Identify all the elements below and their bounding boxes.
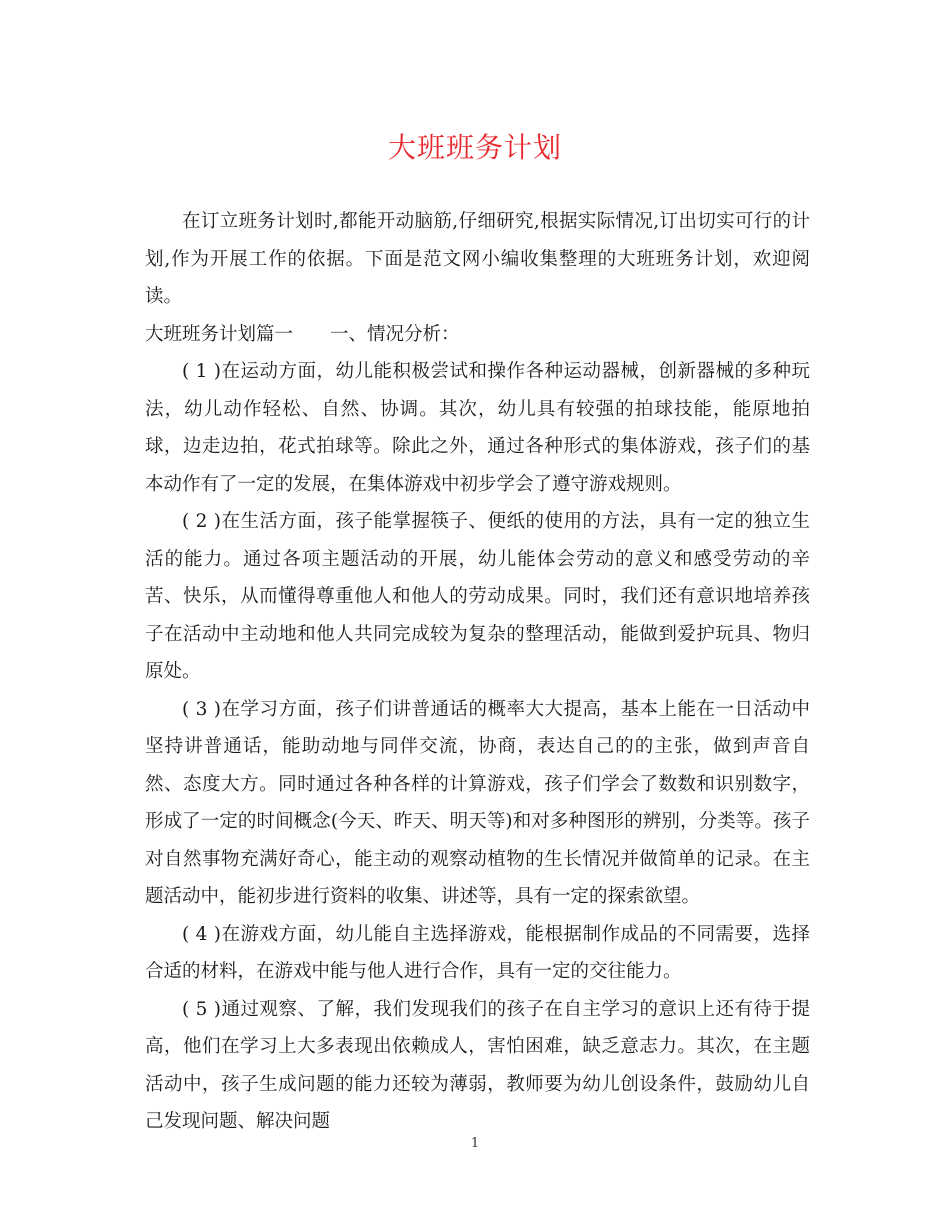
paragraph-sports: ( 1 )在运动方面，幼儿能积极尝试和操作各种运动器械，创新器械的多种玩法，幼儿动作轻松、自然、协调。其次，幼儿具有较强的拍球技能，能原地拍球，边走边拍，花式拍球等。除此之外，通过各种形式的集体游戏，孩子们的基本动作有了一定的发展，在集体游戏中初步学会了遵守游戏规则。 [145, 361, 810, 495]
paragraph-games: ( 4 )在游戏方面，幼儿能自主选择游戏，能根据制作成品的不同需要，选择合适的材料，在游戏中能与他人进行合作，具有一定的交往能力。 [145, 923, 810, 982]
intro-paragraph: 在订立班务计划时,都能开动脑筋,仔细研究,根据实际情况,订出切实可行的计划,作为开展工作的依据。下面是范文网小编收集整理的大班班务计划，欢迎阅读。 [145, 211, 810, 307]
section-heading: 大班班务计划篇一 一、情况分析： [145, 323, 460, 345]
page-number: 1 [470, 1136, 480, 1151]
paragraph-learning: ( 3 )在学习方面，孩子们讲普通话的概率大大提高，基本上能在一日活动中坚持讲普通话，能助动地与同伴交流，协商，表达自己的的主张，做到声音自然、态度大方。同时通过各种各样的计算游戏，孩子们学会了数数和识别数字，形成了一定的时间概念(今天、昨天、明天等)和对多种图形的辨别，分类等。孩子对自然事物充满好奇心，能主动的观察动植物的生长情况并做简单的记录。在主题活动中，能初步进行资料的收集、讲述等，具有一定的探索欲望。 [145, 698, 810, 907]
document-title: 大班班务计划 [387, 131, 562, 164]
document-body [145, 203, 810, 1141]
paragraph-observation: ( 5 )通过观察、了解，我们发现我们的孩子在自主学习的意识上还有待于提高，他们在学习上大多表现出依赖成人，害怕困难，缺乏意志力。其次，在主题活动中，孩子生成问题的能力还较为薄弱，教师要为幼儿创设条件，鼓励幼儿自己发现问题、解决问题 [145, 998, 810, 1132]
paragraph-life: ( 2 )在生活方面，孩子能掌握筷子、便纸的使用的方法，具有一定的独立生活的能力。通过各项主题活动的开展，幼儿能体会劳动的意义和感受劳动的辛苦、快乐，从而懂得尊重他人和他人的劳动成果。同时，我们还有意识地培养孩子在活动中主动地和他人共同完成较为复杂的整理活动，能做到爱护玩具、物归原处。 [145, 511, 810, 682]
